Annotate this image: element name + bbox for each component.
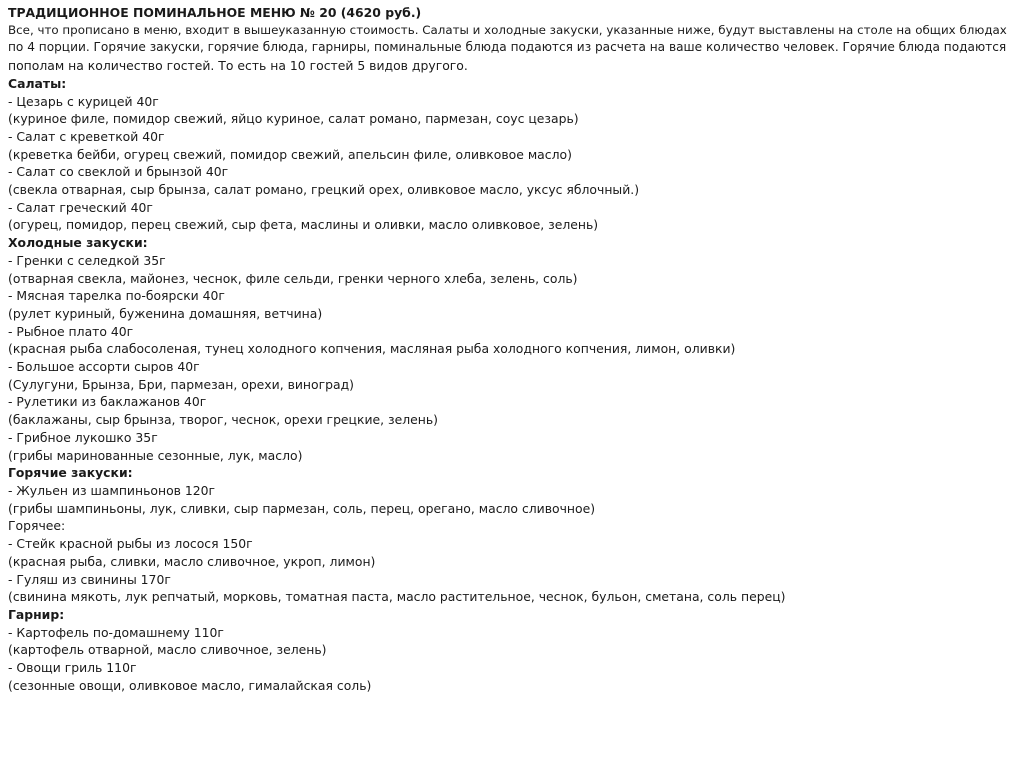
section-heading-garnish: Гарнир: <box>8 606 65 622</box>
menu-item-name: - Жульен из шампиньонов 120г <box>8 482 216 498</box>
menu-title: ТРАДИЦИОННОЕ ПОМИНАЛЬНОЕ МЕНЮ № 20 (4620 руб.) <box>8 5 422 20</box>
menu-item-name: - Грибное лукошко 35г <box>8 429 158 445</box>
menu-item-desc: (картофель отварной, масло сливочное, зелень) <box>8 642 327 658</box>
menu-item-name: - Салат греческий 40г <box>8 199 153 215</box>
menu-item-desc: (рулет куриный, буженина домашняя, ветчина) <box>8 305 323 321</box>
menu-item-desc: (свекла отварная, сыр брынза, салат романо, грецкий орех, оливковое масло, уксус яблочный.) <box>8 182 640 198</box>
menu-item-desc: (грибы шампиньоны, лук, сливки, сыр пармезан, соль, перец, орегано, масло сливочное) <box>8 500 596 516</box>
menu-item-name: - Стейк красной рыбы из лосося 150г <box>8 536 253 552</box>
menu-item-name: - Рыбное плато 40г <box>8 323 134 339</box>
menu-item-desc: (огурец, помидор, перец свежий, сыр фета, маслины и оливки, масло оливковое, зелень) <box>8 217 599 233</box>
menu-item-desc: (баклажаны, сыр брынза, творог, чеснок, орехи грецкие, зелень) <box>8 412 439 428</box>
menu-document <box>8 4 1012 694</box>
menu-item-name: - Овощи гриль 110г <box>8 660 137 676</box>
section-heading-hot-appetizers: Горячие закуски: <box>8 465 133 481</box>
section-heading-cold-appetizers: Холодные закуски: <box>8 235 148 251</box>
menu-item-name: - Большое ассорти сыров 40г <box>8 359 200 375</box>
intro-line: пополам на количество гостей. То есть на 10 гостей 5 видов другого. <box>8 58 468 74</box>
menu-item-name: - Цезарь с курицей 40г <box>8 93 159 109</box>
menu-item-desc: (куриное филе, помидор свежий, яйцо куриное, салат романо, пармезан, соус цезарь) <box>8 111 579 127</box>
menu-item-name: - Гуляш из свинины 170г <box>8 571 171 587</box>
menu-item-name: - Рулетики из баклажанов 40г <box>8 394 207 410</box>
menu-item-name: - Салат с креветкой 40г <box>8 128 165 144</box>
menu-item-desc: (красная рыба слабосоленая, тунец холодного копчения, масляная рыба холодного копчения, лимон, оливки) <box>8 341 736 357</box>
menu-item-name: - Салат со свеклой и брынзой 40г <box>8 164 229 180</box>
section-heading-salads: Салаты: <box>8 75 67 91</box>
intro-line: Все, что прописано в меню, входит в вышеуказанную стоимость. Салаты и холодные закуски, указанные ниже, будут выставлены на столе на общих блюдах <box>8 22 1007 37</box>
menu-item-desc: (Сулугуни, Брынза, Бри, пармезан, орехи, виноград) <box>8 376 354 392</box>
menu-item-desc: (креветка бейби, огурец свежий, помидор свежий, апельсин филе, оливковое масло) <box>8 146 572 162</box>
intro-line: по 4 порции. Горячие закуски, горячие блюда, гарниры, поминальные блюда подаются из расчета на ваше количество человек. Горячие блюда подаются <box>8 40 1007 55</box>
menu-item-name: - Мясная тарелка по-боярски 40г <box>8 288 225 304</box>
menu-item-desc: (красная рыба, сливки, масло сливочное, укроп, лимон) <box>8 553 376 569</box>
menu-item-desc: (отварная свекла, майонез, чеснок, филе сельди, гренки черного хлеба, зелень, соль) <box>8 270 578 286</box>
section-heading-hot-dishes: Горячее: <box>8 518 66 534</box>
menu-item-desc: (грибы маринованные сезонные, лук, масло) <box>8 447 303 463</box>
menu-item-desc: (свинина мякоть, лук репчатый, морковь, томатная паста, масло растительное, чеснок, бульон, сметана, соль перец) <box>8 589 786 605</box>
menu-item-name: - Гренки с селедкой 35г <box>8 252 166 268</box>
menu-item-desc: (сезонные овощи, оливковое масло, гималайская соль) <box>8 677 372 693</box>
menu-item-name: - Картофель по-домашнему 110г <box>8 624 224 640</box>
